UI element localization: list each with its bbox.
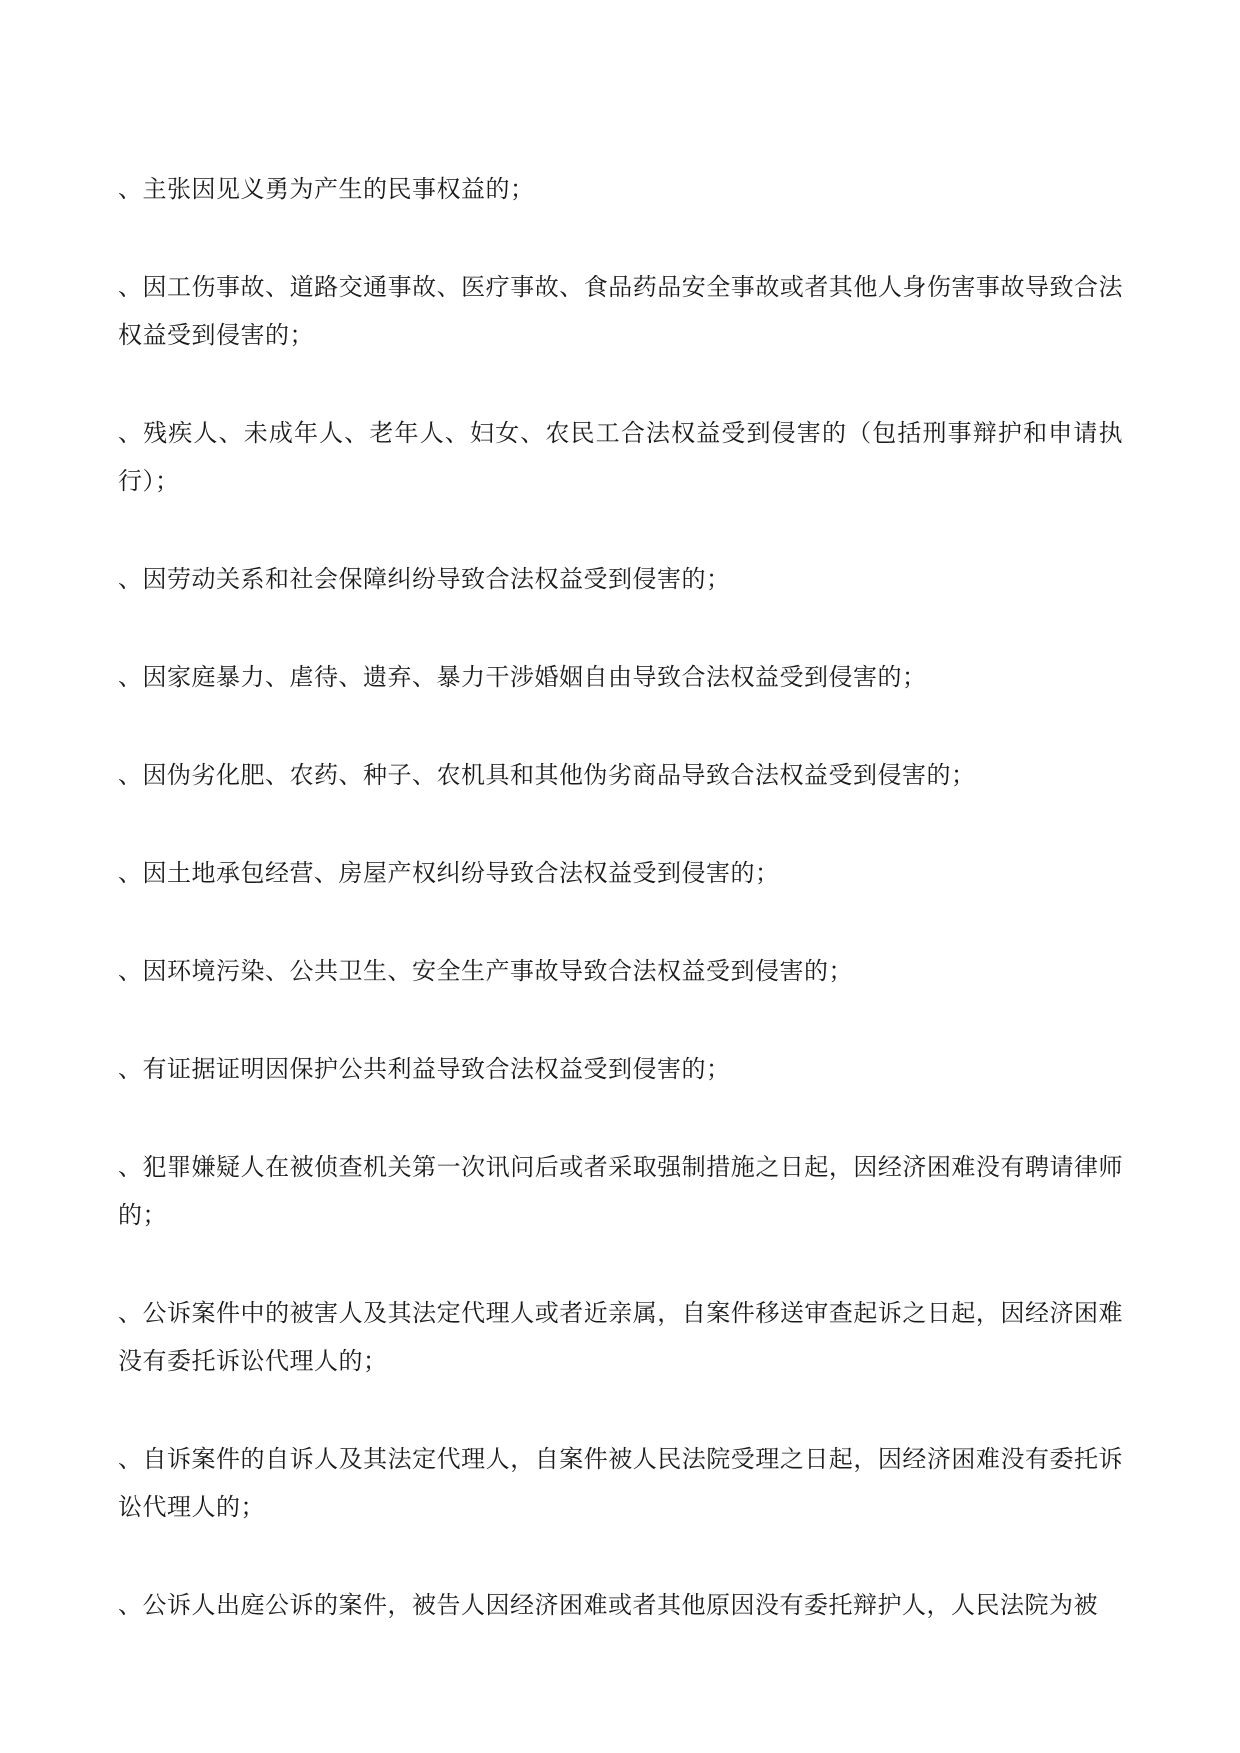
document-body [118, 165, 1123, 1679]
list-item: 、公诉人出庭公诉的案件，被告人因经济困难或者其他原因没有委托辩护人，人民法院为被 [118, 1591, 1098, 1619]
list-item: 、因伪劣化肥、农药、种子、农机具和其他伪劣商品导致合法权益受到侵害的； [118, 761, 976, 789]
list-item: 、自诉案件的自诉人及其法定代理人，自案件被人民法院受理之日起，因经济困难没有委托诉讼代理人的； [118, 1445, 1123, 1521]
list-item: 、因劳动关系和社会保障纠纷导致合法权益受到侵害的； [118, 565, 731, 593]
list-item: 、因工伤事故、道路交通事故、医疗事故、食品药品安全事故或者其他人身伤害事故导致合法权益受到侵害的； [118, 273, 1123, 349]
list-item: 、残疾人、未成年人、老年人、妇女、农民工合法权益受到侵害的（包括刑事辩护和申请执行）； [118, 419, 1123, 495]
list-item: 、犯罪嫌疑人在被侦查机关第一次讯问后或者采取强制措施之日起，因经济困难没有聘请律师的； [118, 1153, 1123, 1229]
list-item: 、因家庭暴力、虐待、遗弃、暴力干涉婚姻自由导致合法权益受到侵害的； [118, 663, 927, 691]
list-item: 、因环境污染、公共卫生、安全生产事故导致合法权益受到侵害的； [118, 957, 853, 985]
list-item: 、有证据证明因保护公共利益导致合法权益受到侵害的； [118, 1055, 731, 1083]
list-item: 、公诉案件中的被害人及其法定代理人或者近亲属，自案件移送审查起诉之日起，因经济困难没有委托诉讼代理人的； [118, 1299, 1123, 1375]
list-item: 、因土地承包经营、房屋产权纠纷导致合法权益受到侵害的； [118, 859, 780, 887]
list-item: 、主张因见义勇为产生的民事权益的； [118, 175, 535, 203]
